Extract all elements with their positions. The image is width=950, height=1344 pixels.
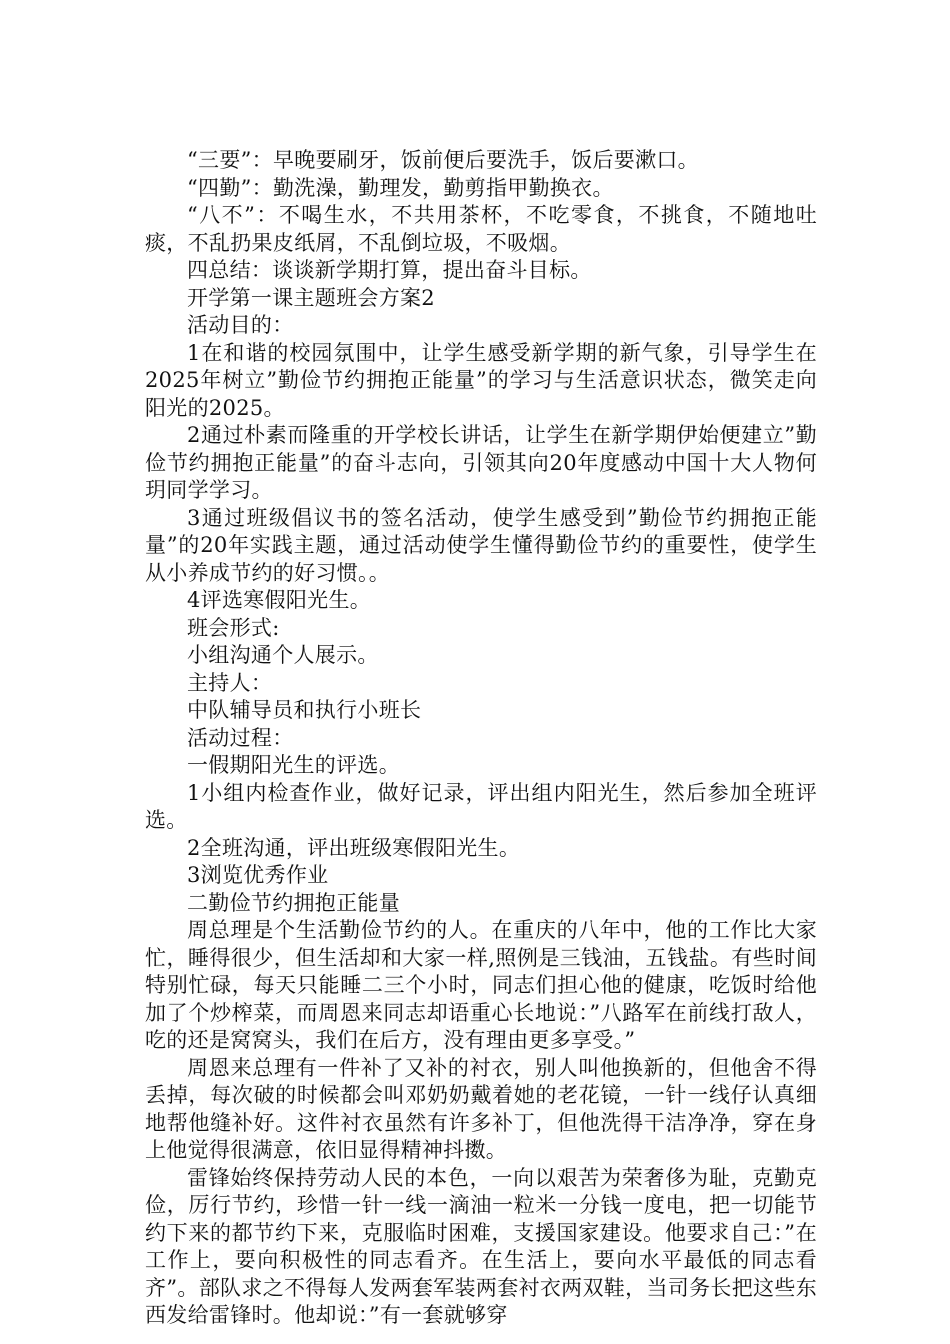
paragraph: 班会形式: bbox=[187, 615, 280, 640]
paragraph: 2全班沟通，评出班级寒假阳光生。 bbox=[187, 835, 521, 860]
paragraph: 活动目的： bbox=[187, 313, 294, 337]
paragraph: 周总理是个生活勤俭节约的人。在重庆的八年中，他的工作比大家忙，睡得很少，但生活却和大家一样,照例是三钱油，五钱盐。有些时间特别忙碌，每天只能睡二三个小时，同志们担心他的健康，吃饭时给他加了个炒榨菜，而周恩来同志却语重心长地说：”八路军在前线打敌人，吃的还是窝窝头，我们在后方，没有理由更多享受。” bbox=[145, 918, 817, 1052]
paragraph: 二勤俭节约拥抱正能量 bbox=[187, 890, 400, 915]
paragraph: 周恩来总理有一件补了又补的衬衣，别人叫他换新的，但他舍不得丢掉，每次破的时候都会叫邓奶奶戴着她的老花镜，一针一线仔认真细地帮他缝补好。这件衬衣虽然有许多补丁，但他洗得干洁净净，穿在身上他觉得很满意，依旧显得精神抖擞。 bbox=[145, 1055, 817, 1162]
paragraph: 四总结：谈谈新学期打算，提出奋斗目标。 bbox=[187, 258, 592, 282]
paragraph: 中队辅导员和执行小班长 bbox=[187, 698, 422, 722]
paragraph: 4评选寒假阳光生。 bbox=[187, 588, 372, 612]
paragraph: 3通过班级倡议书的签名活动，使学生感受到”勤俭节约拥抱正能量”的20年实践主题，通过活动使学生懂得勤俭节约的重要性，使学生从小养成节约的好习惯。。 bbox=[145, 505, 817, 585]
paragraph: 1小组内检查作业，做好记录，评出组内阳光生，然后参加全班评选。 bbox=[145, 780, 817, 832]
paragraph: 活动过程： bbox=[187, 725, 294, 750]
paragraph: 2通过朴素而隆重的开学校长讲话，让学生在新学期伊始便建立”勤俭节约拥抱正能量”的奋斗志向，引领其向20年度感动中国十大人物何玥同学学习。 bbox=[145, 423, 817, 502]
paragraph: “三要”：早晚要刷牙，饭前便后要洗手，饭后要漱口。 bbox=[187, 148, 699, 172]
paragraph: 主持人： bbox=[187, 670, 273, 695]
paragraph: 一假期阳光生的评选。 bbox=[187, 753, 400, 777]
paragraph: 3浏览优秀作业 bbox=[187, 863, 329, 887]
document-body bbox=[145, 147, 817, 1330]
paragraph: “四勤”：勤洗澡，勤理发，勤剪指甲勤换衣。 bbox=[187, 175, 614, 200]
paragraph: 小组沟通个人展示。 bbox=[187, 643, 379, 667]
paragraph: 1在和谐的校园氛围中，让学生感受新学期的新气象，引导学生在2025年树立”勤俭节约拥抱正能量”的学习与生活意识状态，微笑走向阳光的2025。 bbox=[145, 340, 817, 420]
section-heading: 开学第一课主题班会方案2 bbox=[187, 285, 435, 310]
paragraph: 雷锋始终保持劳动人民的本色，一向以艰苦为荣奢侈为耻，克勤克俭，厉行节约，珍惜一针一线一滴油一粒米一分钱一度电，把一切能节约下来的都节约下来，克服临时困难，支援国家建设。他要求自己：”在工作上，要向积极性的同志看齐。在生活上，要向水平最低的同志看齐”。部队求之不得每人发两套军装两套衬衣两双鞋，当司务长把这些东西发给雷锋时。他却说：”有一套就够穿 bbox=[145, 1165, 817, 1327]
paragraph: “八不”：不喝生水，不共用茶杯，不吃零食，不挑食，不随地吐痰，不乱扔果皮纸屑，不乱倒垃圾，不吸烟。 bbox=[145, 203, 817, 255]
